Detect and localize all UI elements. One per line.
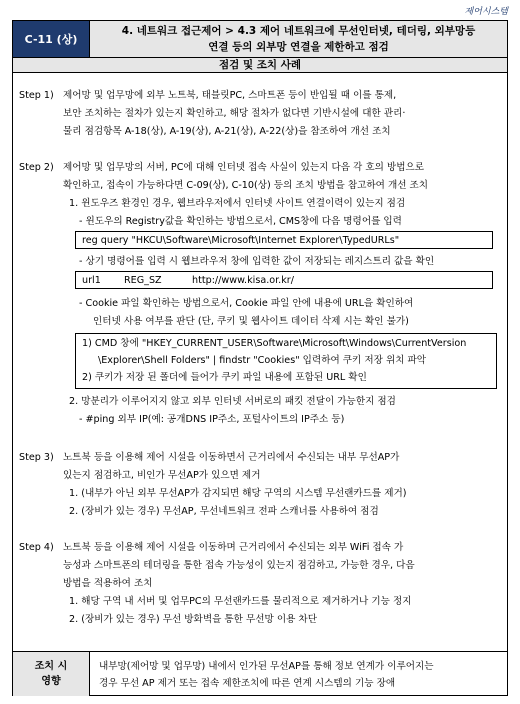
step4-item1: 1. 해당 구역 내 서버 및 업무PC의 무선랜카드를 물리적으로 제거하거나 기능 정지 <box>69 596 412 607</box>
step2-line: 확인하고, 접속이 가능하다면 C-09(상), C-10(상) 등의 조치 방법을 참고하여 개선 조치 <box>63 180 429 191</box>
reg-query-command: reg query "HKCU\Software\Microsoft\Internet Explorer\TypedURLs" <box>82 235 400 246</box>
step4-item2: 2. (장비가 있는 경우) 무선 방화벽을 통한 무선망 이용 차단 <box>69 614 317 625</box>
step3-line: 노트북 등을 이용해 제어 시설을 이동하면서 근거리에서 수신되는 내부 무선AP가 <box>63 452 400 463</box>
item-code: C-11 (상) <box>13 21 89 57</box>
impact-row <box>13 651 507 695</box>
category-label: 제어시스템 <box>464 7 508 17</box>
step1-label: Step 1) <box>19 90 54 101</box>
cookie-line: 인터넷 사용 여부를 판단 (단, 쿠키 및 웹사이트 데이터 삭제 시는 확인 불가) <box>93 316 409 327</box>
registry-value-box <box>75 271 493 289</box>
step4-label: Step 4) <box>19 542 54 553</box>
cookie-line: - Cookie 파일 확인하는 방법으로서, Cookie 파일 안에 내용에 URL을 확인하여 <box>79 298 414 309</box>
section-title: 점검 및 조치 사례 <box>13 57 507 73</box>
title-line-2: 연결 등의 외부망 연결을 제한하고 점검 <box>208 41 389 53</box>
cookie-step-line: \Explorer\Shell Folders" | findstr "Cookies" 입력하여 쿠키 저장 위치 파악 <box>98 355 427 366</box>
step2-label: Step 2) <box>19 162 54 173</box>
reg-query-box <box>75 231 493 249</box>
title-line-1: 4. 네트워크 접근제어 > 4.3 제어 네트워크에 무선인터넷, 테더링, 외부망등 <box>121 25 476 37</box>
steps-body <box>13 73 507 651</box>
step2-item1-b: - 상기 명령어를 입력 시 웹브라우저 창에 입력한 값이 저장되는 레지스트리 값을 확인 <box>79 256 435 267</box>
step2-item1: 1. 윈도우즈 환경인 경우, 웹브라우저에서 인터넷 사이트 연결이력이 있는지 점검 <box>69 198 406 209</box>
step3-item1: 1. (내부가 아닌 외부 무선AP가 감지되면 해당 구역의 시스템 무선랜카드를 제거) <box>69 488 407 499</box>
step2-item2-a: - #ping 외부 IP(예: 공개DNS IP주소, 포털사이트의 IP주소 등) <box>79 414 345 425</box>
step4-line: 노트북 등을 이용해 제어 시설을 이동하며 근거리에서 수신되는 외부 WiFi 접속 가 <box>63 542 404 553</box>
step1-line: 물리 점검항목 A-18(상), A-19(상), A-21(상), A-22(상)을 참조하여 개선 조치 <box>63 126 391 137</box>
cookie-step-line: 1) CMD 창에 "HKEY_CURRENT_USER\Software\Microsoft\Windows\CurrentVersion <box>82 338 467 349</box>
registry-value: http://www.kisa.or.kr/ <box>192 275 294 286</box>
cookie-step-line: 2) 쿠키가 저장 된 폴더에 들어가 쿠키 파일 내용에 포함된 URL 확인 <box>82 372 367 383</box>
step3-item2: 2. (장비가 있는 경우) 무선AP, 무선네트워크 전파 스캐너를 사용하여 점검 <box>69 506 379 517</box>
registry-key: url1 <box>82 275 101 286</box>
impact-label <box>13 652 90 696</box>
impact-text-line: 내부망(제어망 및 업무망) 내에서 인가된 무선AP를 통해 정보 연계가 이루어지는 <box>99 661 434 672</box>
registry-type: REG_SZ <box>124 275 162 286</box>
step2-line: 제어망 및 업무망의 서버, PC에 대해 인터넷 접속 사실이 있는지 다음 각 호의 방법으로 <box>63 162 425 173</box>
impact-text <box>99 658 501 692</box>
step2-item1-a: - 윈도우의 Registry값을 확인하는 방법으로서, CMS창에 다음 명령어를 입력 <box>79 216 402 227</box>
cookie-steps-box <box>75 333 497 389</box>
step3-line: 있는지 점검하고, 비인가 무선AP가 있으면 제거 <box>63 470 261 481</box>
step3-label: Step 3) <box>19 452 54 463</box>
impact-label-line: 영향 <box>41 676 61 687</box>
step2-item2: 2. 망분리가 이루어지지 않고 외부 인터넷 서버로의 패킷 전달이 가능한지 점검 <box>69 396 396 407</box>
impact-label-line: 조치 시 <box>34 661 68 672</box>
step4-line: 방법을 적용하여 조치 <box>63 578 153 589</box>
impact-text-line: 경우 무선 AP 제거 또는 접속 제한조치에 따른 연계 시스템의 기능 장애 <box>99 678 396 689</box>
step4-line: 능성과 스마트폰의 테더링을 통한 접속 가능성이 있는지 점검하고, 가능한 경우, 다음 <box>63 560 415 571</box>
document-frame <box>12 20 508 696</box>
step1-line: 보안 조치하는 절차가 있는지 확인하고, 해당 절차가 없다면 기반시설에 대한 관리· <box>63 108 406 119</box>
item-title <box>89 21 507 57</box>
step1-line: 제어망 및 업무망에 외부 노트북, 태블릿PC, 스마트폰 등이 반입될 때 이를 통제, <box>63 90 397 101</box>
